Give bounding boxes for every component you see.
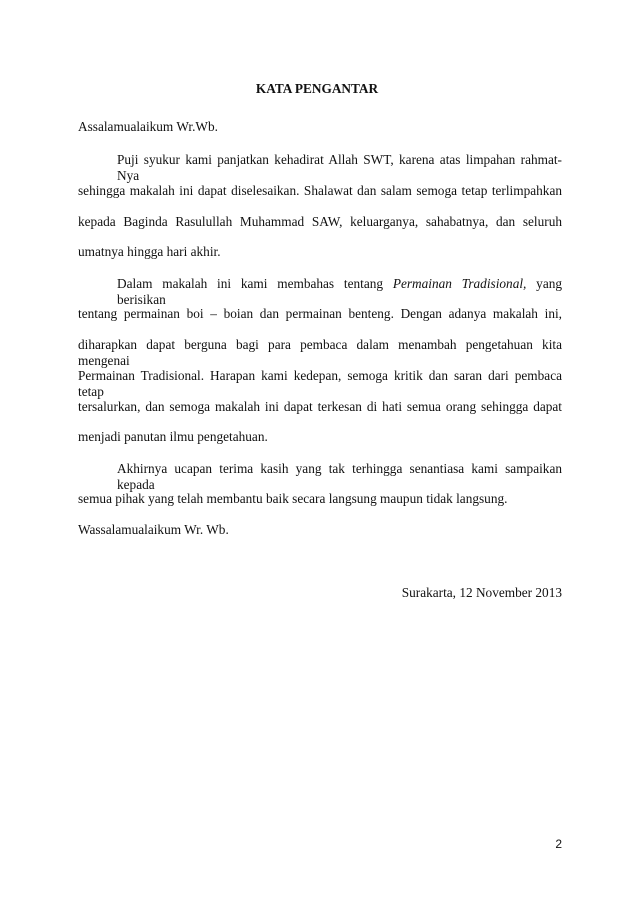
paragraph-2-line-4: Permainan Tradisional. Harapan kami kedepan, semoga kritik dan saran dari pembaca tetap bbox=[78, 368, 562, 399]
paragraph-3-line-2: semua pihak yang telah membantu baik secara langsung maupun tidak langsung. bbox=[78, 491, 508, 506]
page-title: KATA PENGANTAR bbox=[255, 81, 379, 96]
place-date: Surakarta, 12 November 2013 bbox=[401, 585, 562, 600]
paragraph-2-line-5: tersalurkan, dan semoga makalah ini dapat terkesan di hati semua orang sehingga dapat bbox=[78, 399, 562, 414]
paragraph-2-text-before: Dalam makalah ini kami membahas tentang bbox=[117, 276, 384, 291]
page-number: 2 bbox=[555, 837, 562, 851]
paragraph-1-line-2: sehingga makalah ini dapat diselesaikan. Shalawat dan salam semoga tetap terlimpahkan bbox=[78, 183, 562, 198]
paragraph-2-line-2: tentang permainan boi – boian dan permainan benteng. Dengan adanya makalah ini, bbox=[78, 306, 562, 321]
paragraph-1-line-3: kepada Baginda Rasulullah Muhammad SAW, keluarganya, sahabatnya, dan seluruh bbox=[78, 214, 562, 229]
paragraph-2-line-1 bbox=[117, 276, 562, 308]
paragraph-1-line-4: umatnya hingga hari akhir. bbox=[78, 244, 221, 259]
closing-salutation: Wassalamualaikum Wr. Wb. bbox=[78, 522, 229, 537]
paragraph-1-line-1: Puji syukur kami panjatkan kehadirat Allah SWT, karena atas limpahan rahmat-Nya bbox=[117, 152, 562, 183]
paragraph-2-line-3: diharapkan dapat berguna bagi para pembaca dalam menambah pengetahuan kita mengenai bbox=[78, 337, 562, 368]
greeting: Assalamualaikum Wr.Wb. bbox=[78, 119, 218, 134]
paragraph-2-italic-term: Permainan Tradisional, bbox=[392, 276, 527, 291]
paragraph-2-line-6: menjadi panutan ilmu pengetahuan. bbox=[78, 429, 268, 444]
paragraph-3-line-1: Akhirnya ucapan terima kasih yang tak terhingga senantiasa kami sampaikan kepada bbox=[117, 461, 562, 492]
paragraph-2-text-after: yang berisikan bbox=[117, 276, 563, 307]
